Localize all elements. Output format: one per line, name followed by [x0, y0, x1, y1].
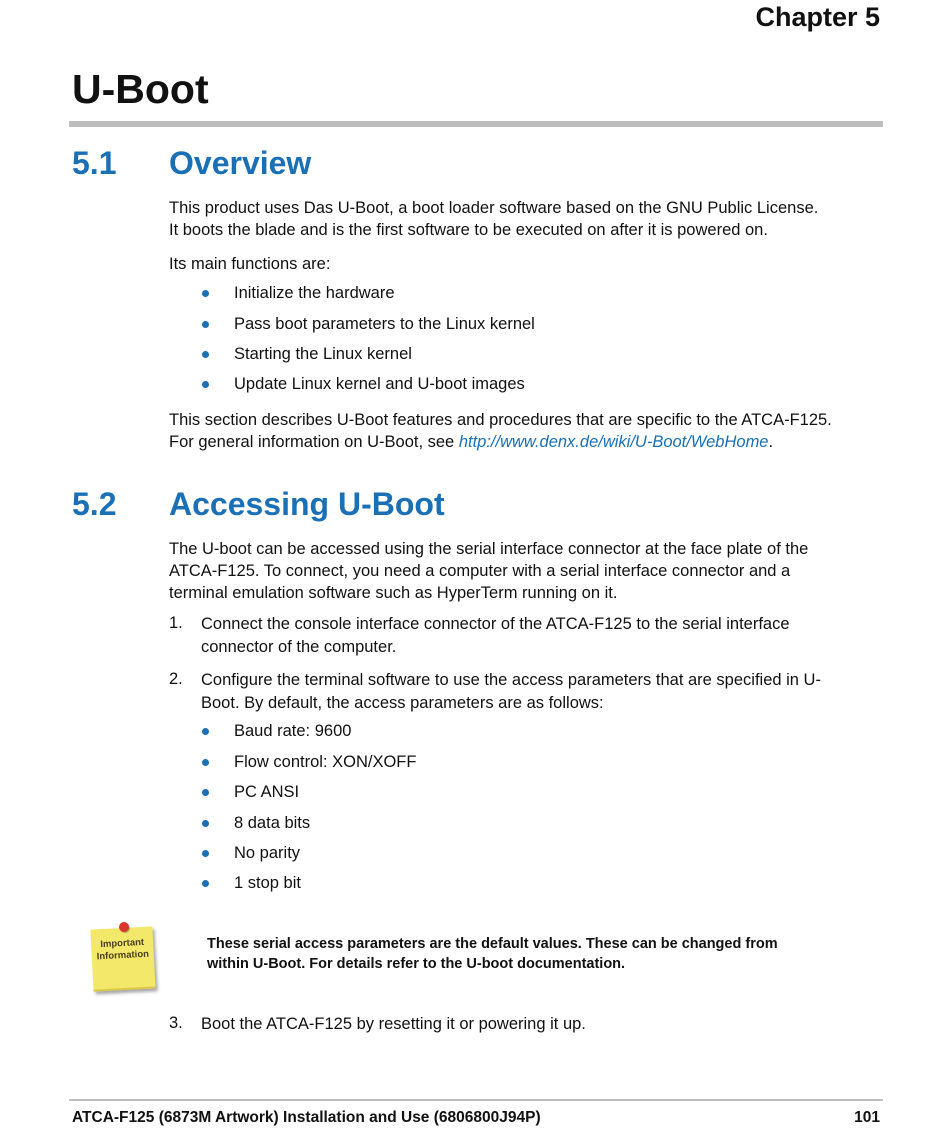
text-line: The U-boot can be accessed using the serial interface connector at the face plate of the [169, 540, 809, 558]
text-line: ATCA-F125. To connect, you need a computer with a serial interface connector and a [169, 562, 791, 580]
bullet-icon [202, 728, 209, 735]
section-number: 5.1 [72, 145, 117, 181]
text-fragment: . [768, 433, 774, 451]
bullet-icon [202, 880, 209, 887]
text-line: Connect the console interface connector of the ATCA-F125 to the serial interface [201, 615, 790, 633]
overview-intro [169, 197, 883, 241]
chapter-label: Chapter 5 [755, 2, 880, 32]
text-line: These serial access parameters are the default values. These can be changed from [207, 936, 778, 952]
text-line: This product uses Das U-Boot, a boot loader software based on the GNU Public License. [169, 199, 819, 217]
overview-closing [169, 409, 883, 453]
list-item: PC ANSI [234, 783, 300, 801]
bullet-icon [202, 759, 209, 766]
footer-divider [69, 1099, 883, 1101]
list-item: 8 data bits [234, 814, 311, 832]
bullet-icon [202, 290, 209, 297]
bullet-icon [202, 381, 209, 388]
list-item: 1 stop bit [234, 874, 301, 892]
section-title: Accessing U-Boot [169, 486, 445, 522]
step-number: 3. [169, 1014, 183, 1032]
step-text [201, 613, 883, 659]
chapter-divider [69, 121, 883, 127]
section-number: 5.2 [72, 486, 117, 522]
text-line: terminal emulation software such as HyperTerm running on it. [169, 584, 618, 602]
footer-document-title: ATCA-F125 (6873M Artwork) Installation and Use (6806800J94P) [72, 1109, 541, 1126]
list-item: Initialize the hardware [234, 284, 395, 302]
text-line [169, 431, 883, 453]
step-text: Boot the ATCA-F125 by resetting it or powering it up. [201, 1015, 586, 1033]
step-number: 2. [169, 670, 183, 688]
pushpin-icon [119, 922, 129, 932]
bullet-icon [202, 321, 209, 328]
list-item: Starting the Linux kernel [234, 345, 412, 363]
text-line: Boot. By default, the access parameters are as follows: [201, 694, 604, 712]
functions-intro: Its main functions are: [169, 255, 331, 273]
page-number: 101 [854, 1109, 880, 1126]
important-note-icon [90, 926, 155, 991]
bullet-icon [202, 789, 209, 796]
important-note-text [207, 934, 867, 974]
list-item: Update Linux kernel and U-boot images [234, 375, 525, 393]
text-line: Information [96, 948, 150, 963]
text-line: connector of the computer. [201, 638, 397, 656]
step-number: 1. [169, 614, 183, 632]
list-item: Pass boot parameters to the Linux kernel [234, 315, 535, 333]
bullet-icon [202, 850, 209, 857]
text-line: within U-Boot. For details refer to the U-boot documentation. [207, 956, 626, 972]
note-icon-label [91, 936, 154, 963]
text-line: It boots the blade and is the first software to be executed on after it is powered on. [169, 221, 768, 239]
text-line: Important [100, 936, 145, 951]
text-line: This section describes U-Boot features and procedures that are specific to the ATCA-F125. [169, 411, 832, 429]
bullet-icon [202, 820, 209, 827]
denx-wiki-link[interactable]: http://www.denx.de/wiki/U-Boot/WebHome [458, 433, 769, 451]
text-fragment: For general information on U-Boot, see [169, 433, 459, 451]
text-line: Configure the terminal software to use the access parameters that are specified in U- [201, 671, 821, 689]
list-item: No parity [234, 844, 301, 862]
bullet-icon [202, 351, 209, 358]
list-item: Baud rate: 9600 [234, 722, 352, 740]
accessing-intro [169, 538, 883, 604]
section-title: Overview [169, 145, 312, 181]
step-text [201, 669, 883, 715]
chapter-title: U-Boot [72, 66, 209, 112]
list-item: Flow control: XON/XOFF [234, 753, 417, 771]
